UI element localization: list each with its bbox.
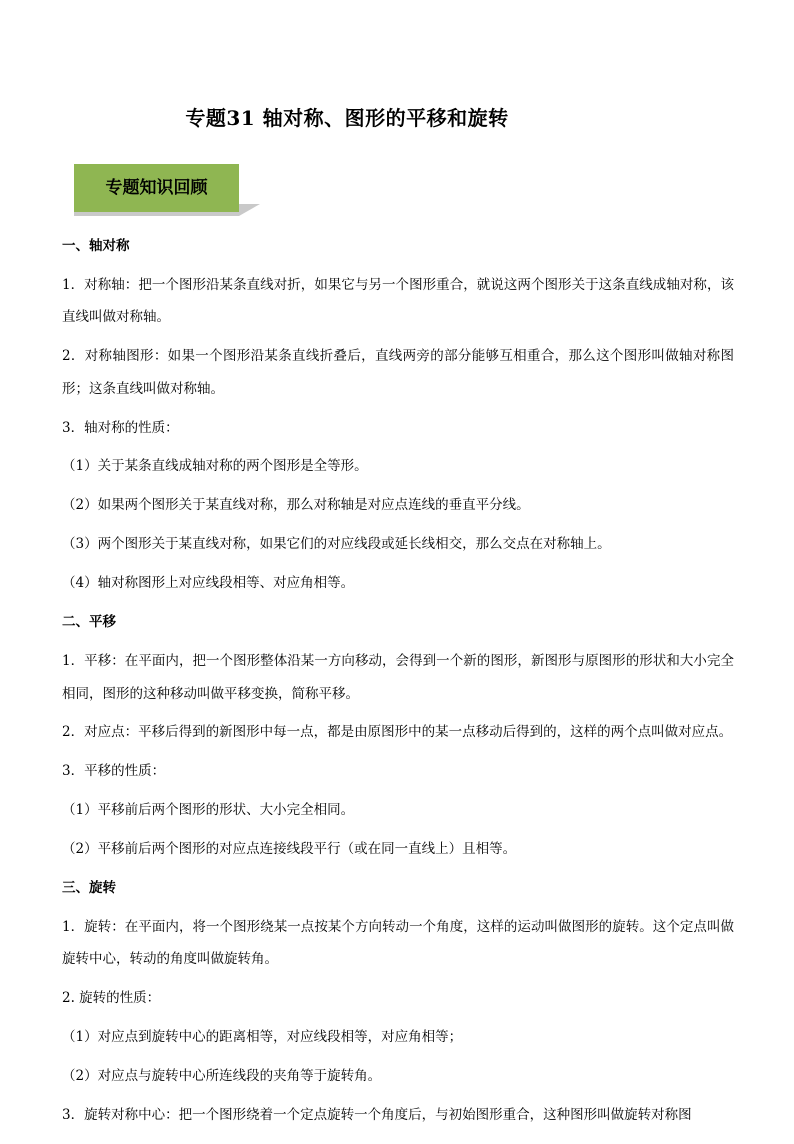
paragraph: （4）轴对称图形上对应线段相等、对应角相等。 (62, 575, 355, 592)
section-banner (74, 164, 260, 216)
paragraph: 3．轴对称的性质： (62, 419, 179, 436)
document-body (62, 236, 734, 1144)
section-heading-axial-symmetry: 一、轴对称 (62, 237, 130, 254)
paragraph: 1．旋转：在平面内，将一个图形绕某一点按某个方向转动一个角度，这样的运动叫做图形的旋转。这个定点叫做旋转中心，转动的角度叫做旋转角。 (62, 918, 734, 968)
paragraph: 1．平移：在平面内，把一个图形整体沿某一方向移动，会得到一个新的图形，新图形与原图形的形状和大小完全相同，图形的这种移动叫做平移变换，简称平移。 (62, 652, 734, 702)
paragraph: （1）平移前后两个图形的形状、大小完全相同。 (62, 802, 355, 819)
paragraph: 2. 旋转的性质： (62, 990, 161, 1007)
banner-label: 专题知识回顾 (74, 164, 239, 212)
paragraph: （2）对应点与旋转中心所连线段的夹角等于旋转角。 (62, 1068, 382, 1085)
paragraph: （1）对应点到旋转中心的距离相等，对应线段相等，对应角相等； (62, 1029, 463, 1046)
paragraph: （2）如果两个图形关于某直线对称，那么对称轴是对应点连线的垂直平分线。 (62, 497, 530, 514)
paragraph: 3．平移的性质： (62, 763, 166, 780)
paragraph: （1）关于某条直线成轴对称的两个图形是全等形。 (62, 458, 368, 475)
paragraph: （2）平移前后两个图形的对应点连接线段平行（或在同一直线上）且相等。 (62, 841, 517, 858)
paragraph: 3．旋转对称中心：把一个图形绕着一个定点旋转一个角度后，与初始图形重合，这种图形叫做旋转对称图 (62, 1107, 692, 1123)
section-heading-rotation: 三、旋转 (62, 879, 116, 896)
paragraph: 1．对称轴：把一个图形沿某条直线对折，如果它与另一个图形重合，就说这两个图形关于这条直线成轴对称，该直线叫做对称轴。 (62, 276, 734, 326)
paragraph: 2．对称轴图形：如果一个图形沿某条直线折叠后，直线两旁的部分能够互相重合，那么这个图形叫做轴对称图形；这条直线叫做对称轴。 (62, 348, 734, 397)
paragraph: 2．对应点：平移后得到的新图形中每一点，都是由原图形中的某一点移动后得到的，这样的两个点叫做对应点。 (62, 724, 733, 741)
section-heading-translation: 二、平移 (62, 614, 116, 631)
page-title: 专题31 轴对称、图形的平移和旋转 (185, 106, 509, 130)
paragraph: （3）两个图形关于某直线对称，如果它们的对应线段或延长线相交，那么交点在对称轴上。 (62, 536, 611, 553)
